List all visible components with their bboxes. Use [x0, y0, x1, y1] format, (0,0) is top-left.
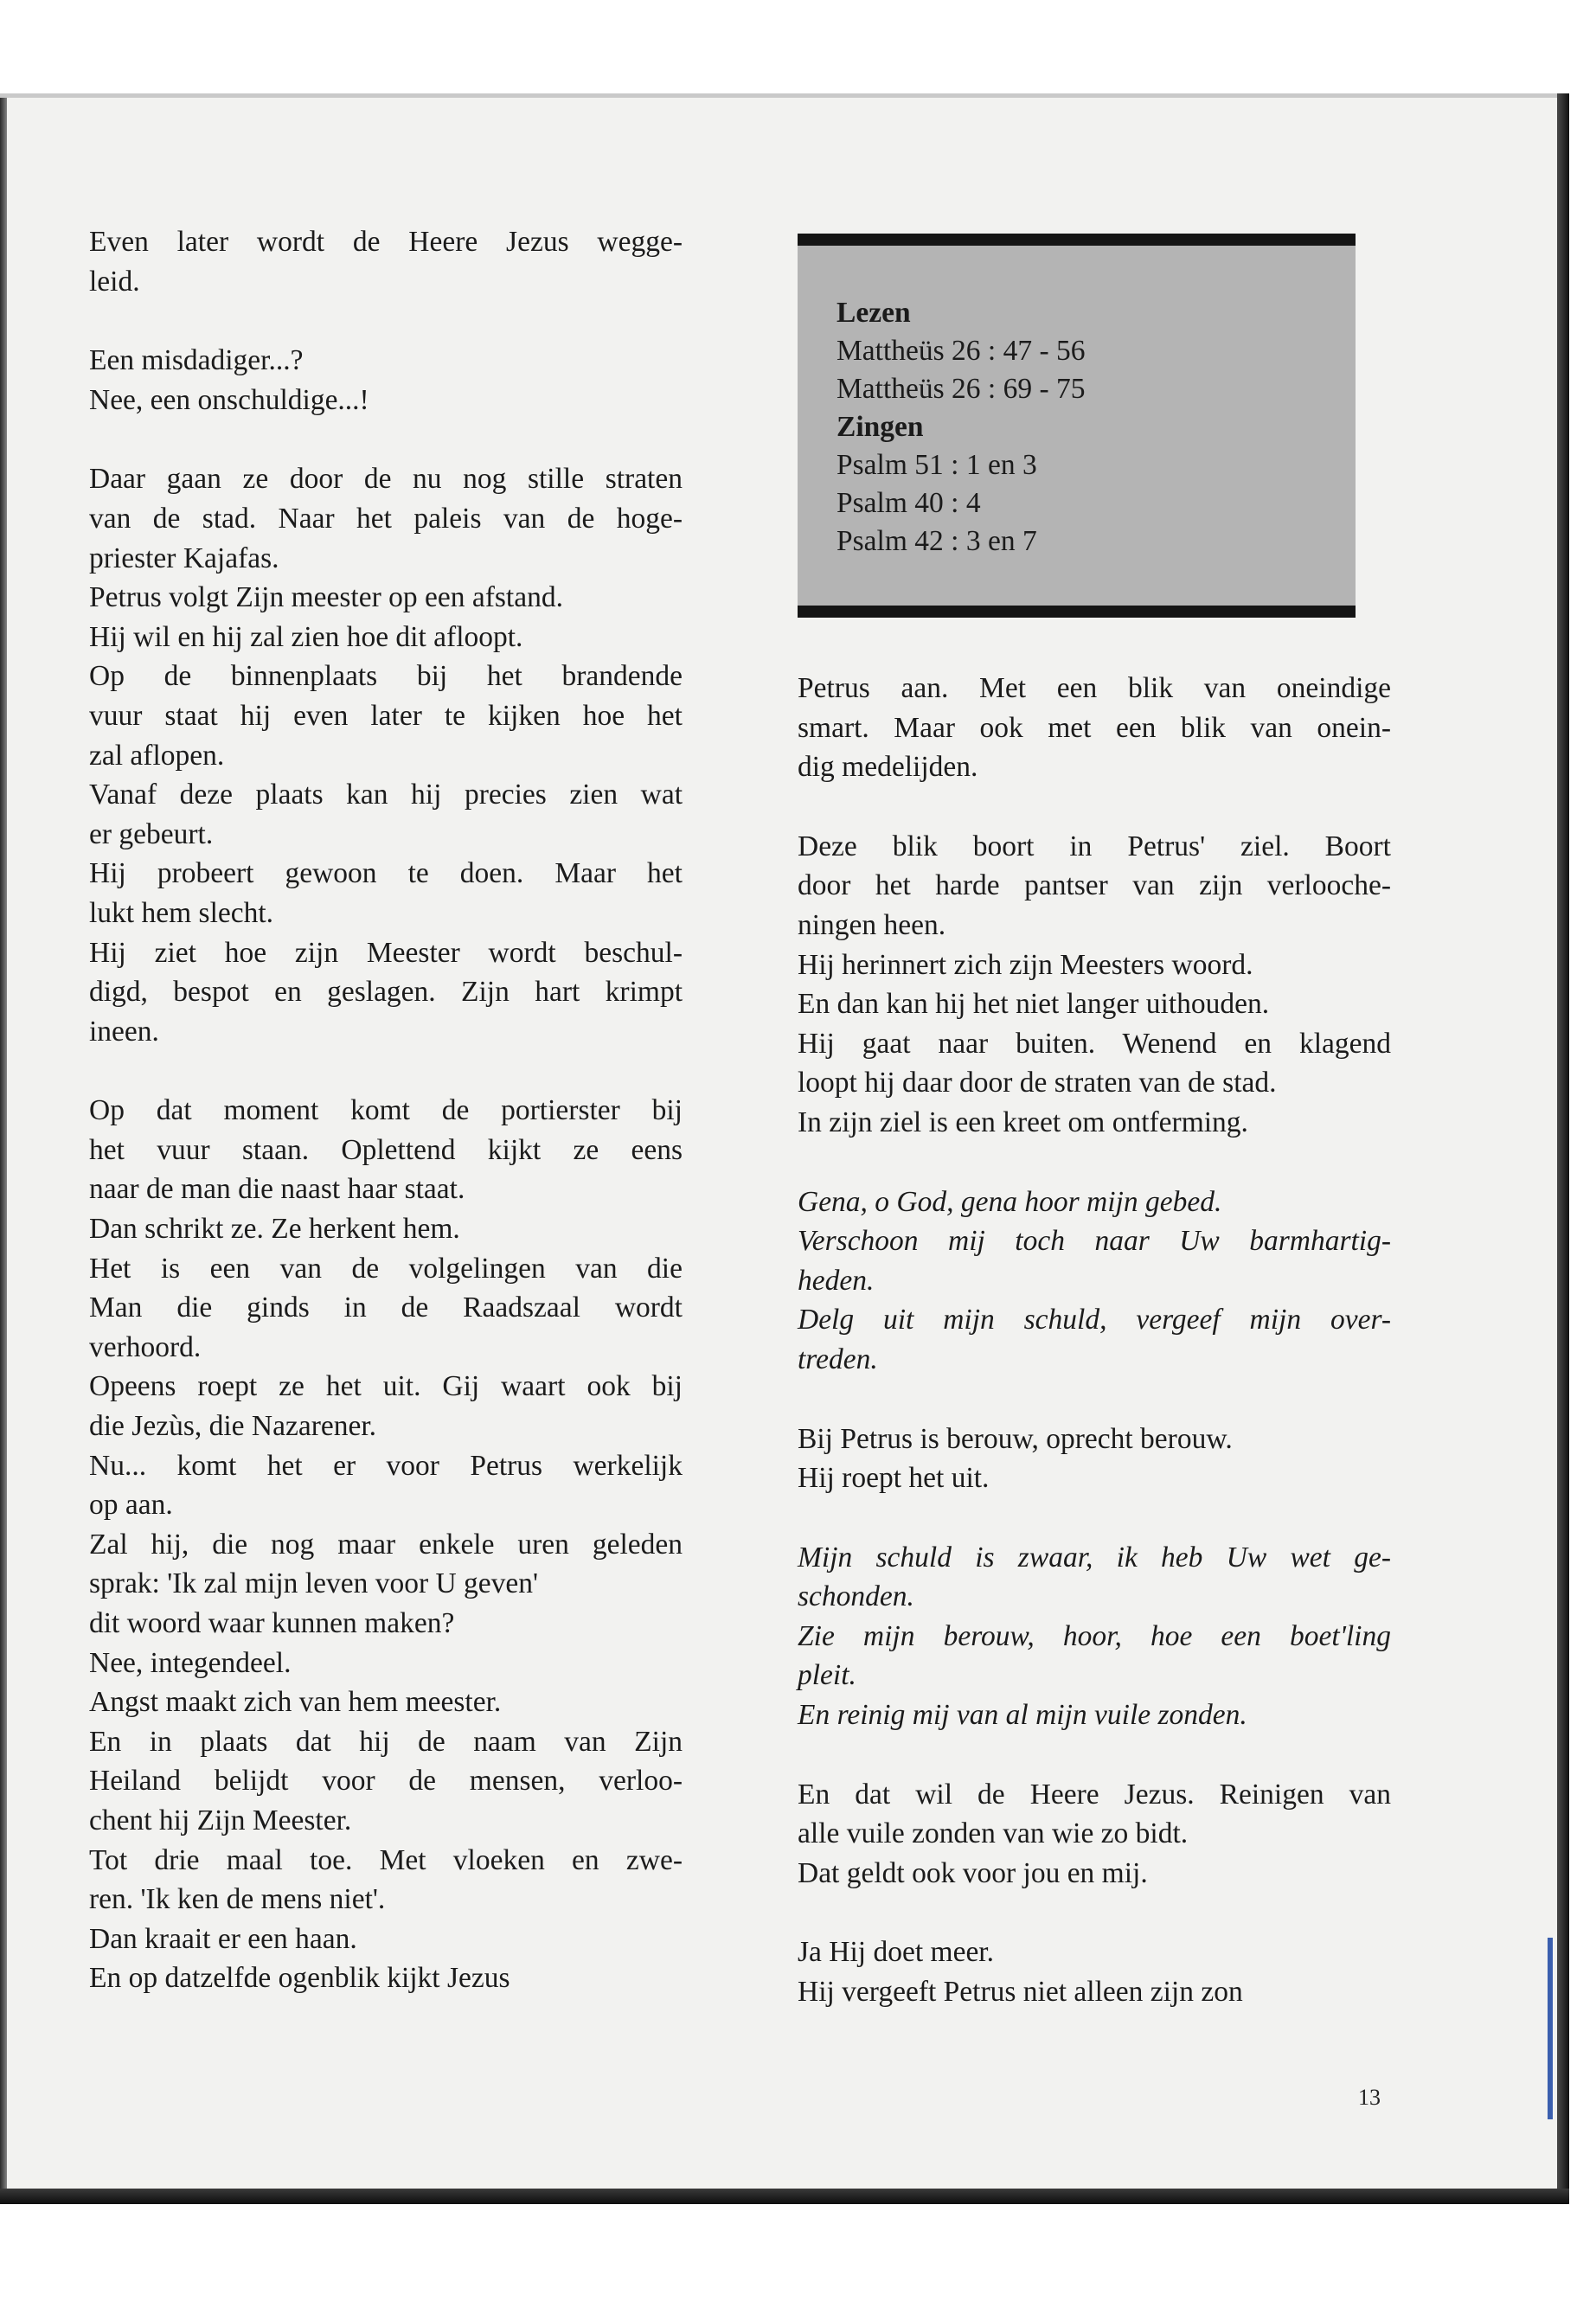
- text-line: lukt hem slecht.: [89, 896, 274, 929]
- text-line: Dan schrikt ze. Ze herkent hem.: [89, 1213, 460, 1246]
- text-line: En reinig mij van al mijn vuile zonden.: [798, 1699, 1247, 1732]
- text-line: Angst maakt zich van hem meester.: [89, 1686, 502, 1719]
- text-line: heden.: [798, 1264, 875, 1297]
- scan-edge-right: [1557, 93, 1569, 2204]
- text-line: Man die ginds in de Raadszaal wordt: [89, 1292, 683, 1324]
- text-line: sprak: 'Ik zal mijn leven voor U geven': [89, 1567, 539, 1600]
- text-line: naar de man die naast haar staat.: [89, 1173, 465, 1206]
- text-line: Nee, integendeel.: [89, 1646, 292, 1679]
- text-line: het vuur staan. Oplettend kijkt ze eens: [89, 1133, 683, 1166]
- text-line: Nee, een onschuldige...!: [89, 383, 369, 416]
- text-line: Zie mijn berouw, hoor, hoe een boet'ling: [798, 1619, 1391, 1652]
- text-line: Deze blik boort in Petrus' ziel. Boort: [798, 830, 1391, 862]
- paragraph-gap: [798, 1498, 1391, 1538]
- text-line: Even later wordt de Heere Jezus wegge-: [89, 226, 683, 258]
- text-line: Op de binnenplaats bij het brandende: [89, 660, 683, 693]
- text-line: dig medelijden.: [798, 751, 978, 784]
- text-line: er gebeurt.: [89, 817, 214, 850]
- text-line: Vanaf deze plaats kan hij precies zien wat: [89, 779, 683, 811]
- text-line: Opeens roept ze het uit. Gij waart ook bij: [89, 1370, 683, 1403]
- scan-edge-bottom: [0, 2189, 1569, 2204]
- box-heading-lezen: Lezen: [836, 297, 911, 329]
- text-line: Hij wil en hij zal zien hoe dit afloopt.: [89, 620, 523, 653]
- text-line: verhoord.: [89, 1330, 202, 1363]
- text-line: treden.: [798, 1343, 878, 1375]
- text-line: Dan kraait er een haan.: [89, 1922, 357, 1955]
- song-line: Psalm 40 : 4: [836, 487, 981, 519]
- song-line: Psalm 51 : 1 en 3: [836, 449, 1037, 481]
- text-line: En dat wil de Heere Jezus. Reinigen van: [798, 1778, 1391, 1811]
- text-line: Bij Petrus is berouw, oprecht berouw.: [798, 1422, 1233, 1455]
- reading-line: Mattheüs 26 : 69 - 75: [836, 373, 1086, 405]
- text-line: leid.: [89, 265, 140, 298]
- text-line: Petrus volgt Zijn meester op een afstand.: [89, 581, 563, 614]
- text-line: zal aflopen.: [89, 739, 225, 772]
- paragraph-gap: [798, 1893, 1391, 1932]
- text-line: vuur staat hij even later te kijken hoe het: [89, 699, 683, 732]
- text-line: Nu... komt het er voor Petrus werkelijk: [89, 1449, 683, 1482]
- text-line: digd, bespot en geslagen. Zijn hart krimpt: [89, 976, 683, 1009]
- text-line: Hij vergeeft Petrus niet alleen zijn zon: [798, 1976, 1243, 2009]
- song-line: Psalm 42 : 3 en 7: [836, 525, 1037, 557]
- text-line: Tot drie maal toe. Met vloeken en zwe-: [89, 1843, 683, 1876]
- text-line: Een misdadiger...?: [89, 344, 304, 377]
- text-line: Dat geldt ook voor jou en mij.: [798, 1856, 1148, 1889]
- text-line: loopt hij daar door de straten van de stad.: [798, 1067, 1277, 1099]
- text-line: Hij gaat naar buiten. Wenend en klagend: [798, 1027, 1391, 1060]
- text-line: Ja Hij doet meer.: [798, 1936, 994, 1969]
- text-line: Petrus aan. Met een blik van oneindige: [798, 672, 1391, 704]
- paragraph-gap: [89, 1051, 683, 1091]
- text-line: Daar gaan ze door de nu nog stille straten: [89, 463, 683, 496]
- text-line: van de stad. Naar het paleis van de hoge-: [89, 502, 683, 535]
- reading-line: Mattheüs 26 : 47 - 56: [836, 335, 1086, 367]
- text-line: Hij roept het uit.: [798, 1462, 990, 1495]
- text-line: En in plaats dat hij de naam van Zijn: [89, 1725, 683, 1758]
- right-text-column: [798, 669, 1391, 2012]
- reading-box: [798, 234, 1356, 618]
- text-line: Gena, o God, gena hoor mijn gebed.: [798, 1185, 1222, 1218]
- text-line: pleit.: [798, 1659, 856, 1692]
- text-line: ineen.: [89, 1015, 159, 1048]
- text-line: Hij probeert gewoon te doen. Maar het: [89, 857, 683, 890]
- text-line: Zal hij, die nog maar enkele uren geleden: [89, 1528, 683, 1561]
- text-line: door het harde pantser van zijn verlooche-: [798, 869, 1391, 902]
- text-line: op aan.: [89, 1489, 173, 1522]
- text-line: Heiland belijdt voor de mensen, verloo-: [89, 1765, 683, 1798]
- paragraph-gap: [89, 301, 683, 341]
- paragraph-gap: [798, 1735, 1391, 1775]
- paragraph-gap: [798, 1380, 1391, 1420]
- text-line: ningen heen.: [798, 908, 946, 941]
- text-line: priester Kajafas.: [89, 542, 279, 574]
- text-line: dit woord waar kunnen maken?: [89, 1607, 455, 1639]
- text-line: En op datzelfde ogenblik kijkt Jezus: [89, 1962, 510, 1995]
- text-line: Mijn schuld is zwaar, ik heb Uw wet ge-: [798, 1541, 1391, 1574]
- text-line: Het is een van de volgelingen van die: [89, 1252, 683, 1285]
- text-line: Verschoon mij toch naar Uw barmhartig-: [798, 1225, 1391, 1258]
- blue-edge-strip: [1548, 1938, 1553, 2119]
- text-line: In zijn ziel is een kreet om ontferming.: [798, 1106, 1248, 1138]
- text-line: Op dat moment komt de portierster bij: [89, 1094, 683, 1127]
- paragraph-gap: [798, 787, 1391, 827]
- text-line: Delg uit mijn schuld, vergeef mijn over-: [798, 1304, 1391, 1336]
- text-line: chent hij Zijn Meester.: [89, 1804, 352, 1836]
- box-heading-zingen: Zingen: [836, 411, 924, 443]
- text-line: ren. 'Ik ken de mens niet'.: [89, 1883, 386, 1916]
- text-line: Hij ziet hoe zijn Meester wordt beschul-: [89, 936, 683, 969]
- left-text-column: [89, 222, 683, 1998]
- text-line: die Jezùs, die Nazarener.: [89, 1410, 377, 1443]
- text-line: Hij herinnert zich zijn Meesters woord.: [798, 948, 1253, 981]
- text-line: schonden.: [798, 1580, 914, 1613]
- page-number: 13: [1358, 2085, 1381, 2110]
- text-line: smart. Maar ook met een blik van onein-: [798, 711, 1391, 744]
- paragraph-gap: [89, 420, 683, 459]
- text-line: alle vuile zonden van wie zo bidt.: [798, 1817, 1189, 1850]
- text-line: En dan kan hij het niet langer uithouden.: [798, 988, 1270, 1021]
- paragraph-gap: [798, 1143, 1391, 1183]
